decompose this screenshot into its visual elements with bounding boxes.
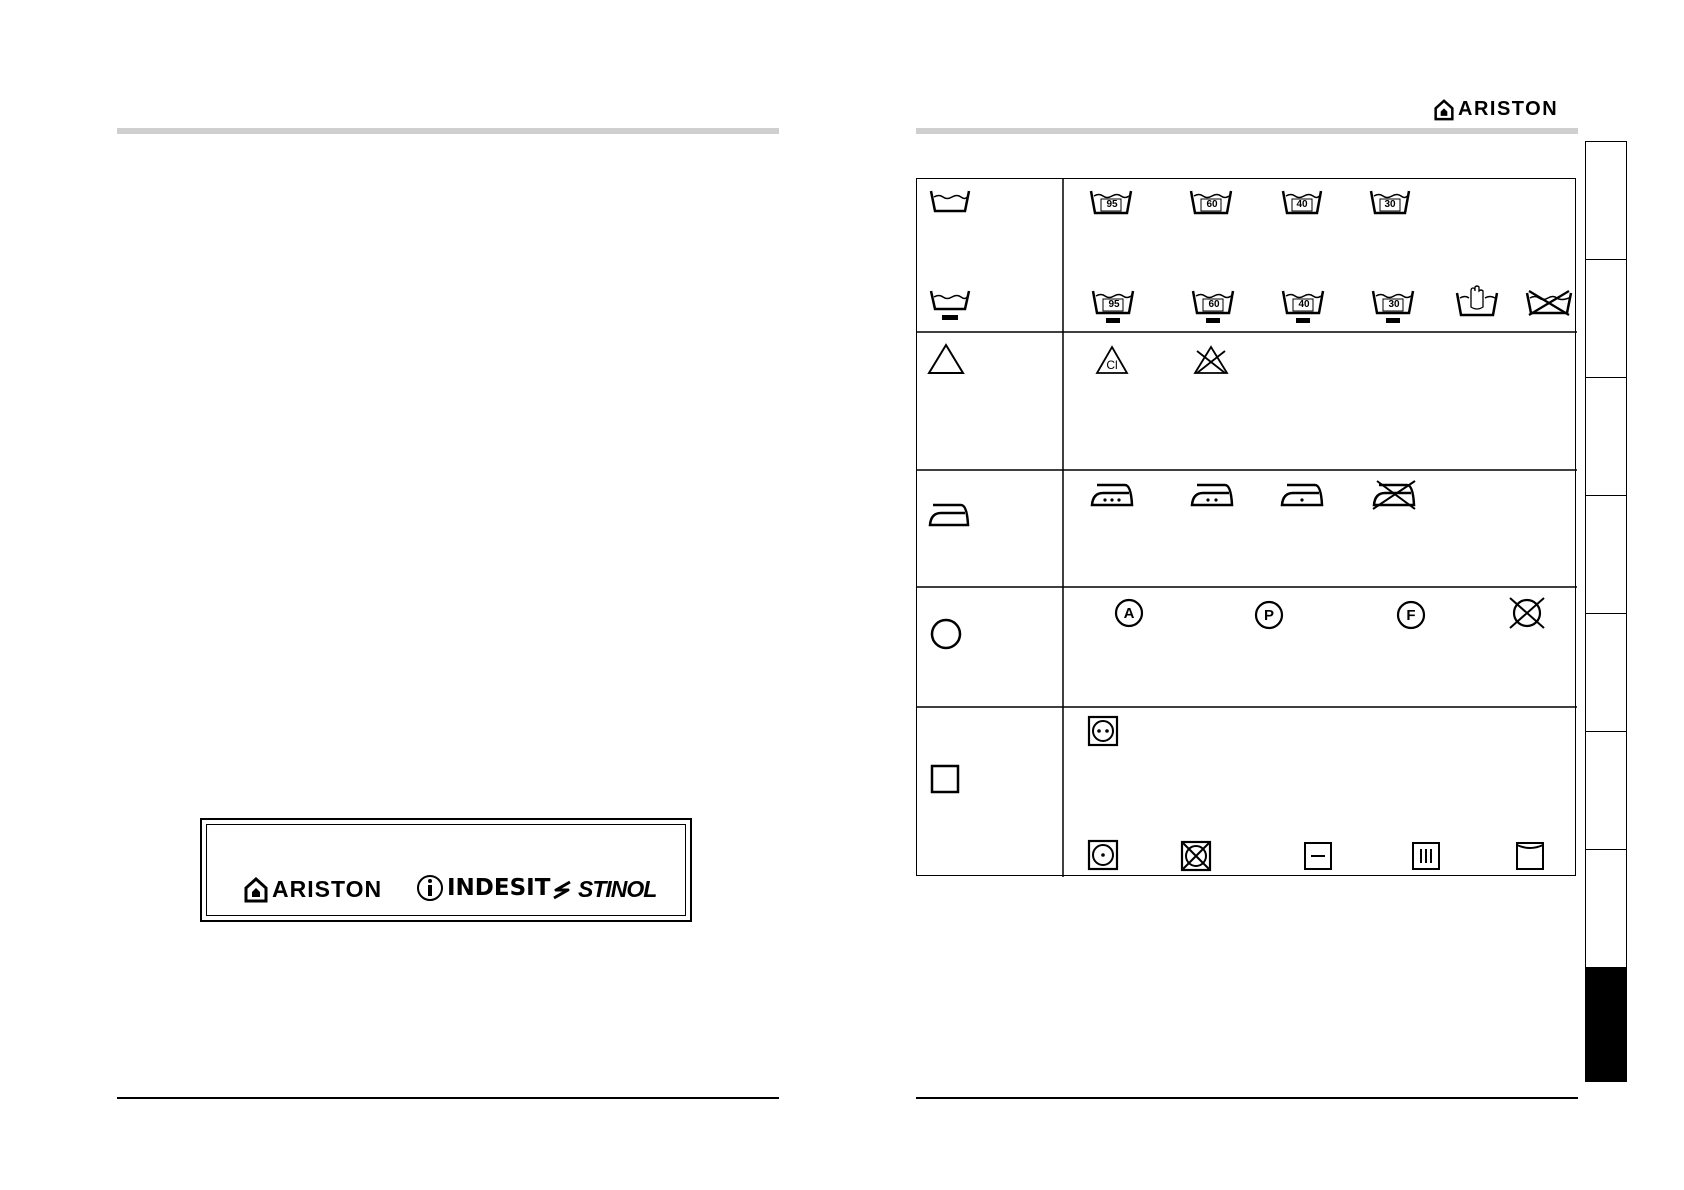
right-bottom-rule bbox=[916, 1097, 1578, 1099]
wash-temp-label: 40 bbox=[1298, 299, 1310, 310]
line-dry-icon bbox=[1515, 839, 1545, 871]
do-not-tumble-dry-icon bbox=[1179, 839, 1213, 873]
drying-square-icon bbox=[929, 763, 961, 795]
wash-40-gentle-icon bbox=[1281, 287, 1325, 325]
tumble-dry-low-icon bbox=[1087, 839, 1119, 871]
drip-dry-icon bbox=[1411, 841, 1441, 871]
wash-temp-label: 60 bbox=[1206, 199, 1218, 210]
do-not-wash-icon bbox=[1525, 289, 1573, 317]
wash-temp-label: 60 bbox=[1208, 299, 1220, 310]
solvent-label: F bbox=[1406, 607, 1416, 624]
thumb-tab-active bbox=[1585, 967, 1627, 1082]
thumb-tab bbox=[1585, 259, 1627, 378]
wash-temp-label: 30 bbox=[1384, 199, 1396, 210]
care-symbol-table bbox=[916, 178, 1576, 876]
iron-icon bbox=[927, 499, 971, 527]
iron-high-icon bbox=[1089, 481, 1135, 509]
brand-stinol bbox=[550, 876, 656, 903]
thumb-tab bbox=[1585, 849, 1627, 968]
brand-name: ARISTON bbox=[272, 876, 383, 902]
wash-60-gentle-icon bbox=[1191, 287, 1235, 325]
dry-clean-circle-icon bbox=[929, 617, 963, 651]
no-bleach-icon bbox=[1193, 345, 1229, 375]
wash-30-icon bbox=[1369, 187, 1411, 217]
stinol-s-logo-icon bbox=[550, 878, 574, 902]
wash-temp-label: 95 bbox=[1108, 299, 1120, 310]
house-logo-icon bbox=[244, 877, 268, 903]
tumble-dry-high-icon bbox=[1087, 715, 1119, 747]
do-not-dry-clean-icon bbox=[1507, 595, 1547, 631]
wash-temp-label: 30 bbox=[1388, 299, 1400, 310]
header-logo bbox=[1434, 98, 1558, 121]
iron-low-icon bbox=[1279, 481, 1325, 509]
wash-30-gentle-icon bbox=[1371, 287, 1415, 325]
dry-clean-f-icon bbox=[1395, 599, 1427, 631]
wash-95-icon bbox=[1089, 187, 1133, 217]
washtub-gentle-icon bbox=[929, 287, 971, 323]
thumb-index-tabs bbox=[1585, 141, 1627, 1082]
hand-wash-icon bbox=[1455, 285, 1499, 319]
brand-ariston bbox=[244, 876, 382, 903]
chlorine-bleach-icon bbox=[1095, 345, 1129, 375]
left-bottom-rule bbox=[117, 1097, 779, 1099]
chlorine-label: Cl bbox=[1106, 358, 1118, 372]
thumb-tab bbox=[1585, 495, 1627, 614]
wash-60-icon bbox=[1189, 187, 1233, 217]
dry-clean-p-icon bbox=[1253, 599, 1285, 631]
house-logo-icon bbox=[1434, 99, 1454, 121]
thumb-tab bbox=[1585, 731, 1627, 850]
brand-indesit bbox=[416, 874, 550, 902]
thumb-tab bbox=[1585, 377, 1627, 496]
washtub-icon bbox=[929, 187, 971, 215]
wash-40-icon bbox=[1281, 187, 1323, 217]
brand-box bbox=[200, 818, 692, 922]
wash-temp-label: 95 bbox=[1106, 199, 1118, 210]
left-top-rule bbox=[117, 128, 779, 134]
brand-name: STINOL bbox=[578, 876, 657, 902]
iron-medium-icon bbox=[1189, 481, 1235, 509]
brand-name: INDESIT bbox=[447, 875, 551, 901]
solvent-label: P bbox=[1263, 607, 1274, 624]
wash-95-gentle-icon bbox=[1091, 287, 1135, 325]
thumb-tab bbox=[1585, 141, 1627, 260]
solvent-label: A bbox=[1123, 605, 1135, 622]
header-logo-text: ARISTON bbox=[1458, 98, 1559, 120]
dry-clean-a-icon bbox=[1113, 597, 1145, 629]
care-table-grid bbox=[917, 179, 1577, 877]
thumb-tab bbox=[1585, 613, 1627, 732]
indesit-i-logo-icon bbox=[416, 874, 444, 902]
dry-flat-icon bbox=[1303, 841, 1333, 871]
bleach-triangle-icon bbox=[927, 343, 965, 375]
right-top-rule bbox=[916, 128, 1578, 134]
do-not-iron-icon bbox=[1371, 479, 1417, 511]
wash-temp-label: 40 bbox=[1296, 199, 1308, 210]
